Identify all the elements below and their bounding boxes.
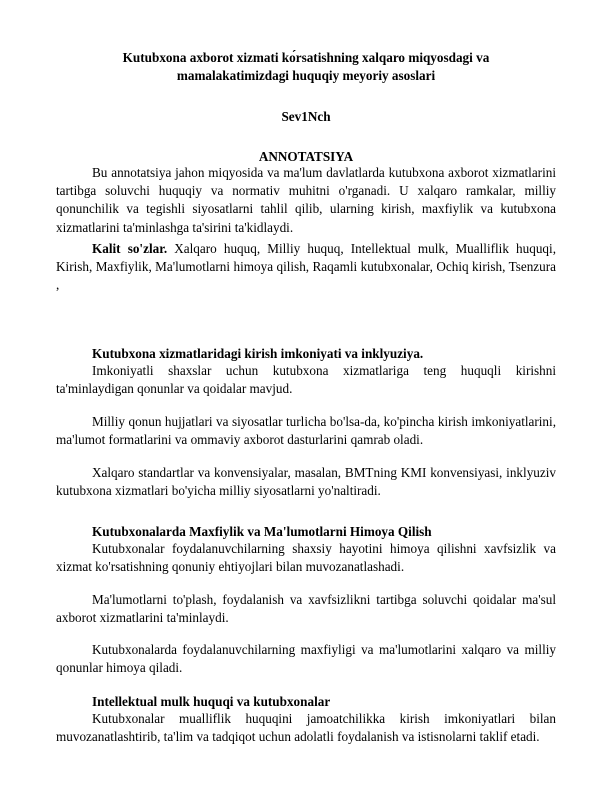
title-line-2: mamalakatimizdagi huquqiy meyoriy asoslari [176, 68, 436, 83]
section2-paragraph-3: Kutubxonalarda foydalanuvchilarning maxfiyligi va ma'lumotlarini xalqaro va milliy qonunlar himoya qiladi. [56, 642, 556, 676]
section3-paragraph-1: Kutubxonalar mualliflik huquqini jamoatchilikka kirish imkoniyatlari bilan muvozanatlashtirib, ta'lim va tadqiqot uchun adolatli foydalanish va istisnolarni taklif etadi. [56, 711, 556, 745]
keywords-label: Kalit so'zlar. [92, 241, 168, 256]
section1-paragraph-3: Xalqaro standartlar va konvensiyalar, masalan, BMTning KMI konvensiyasi, inklyuziv kutubxona xizmatlari bo'yicha milliy siyosatlarni yo'naltiradi. [56, 465, 556, 499]
title-line-1: Kutubxona axborot xizmati kо́rsatishning xalqaro miqyosdagi va [122, 50, 490, 65]
keywords-text: Xalqaro huquq, Milliy huquq, Intellektual mulk, Mualliflik huquqi, Kirish, Maxfiylik, Ma'lumotlarni himoya qilish, Raqamli kutubxonalar, Ochiq kirish, Tsenzura , [56, 241, 556, 293]
section1-paragraph-1: Imkoniyatli shaxslar uchun kutubxona xizmatlariga teng huquqli kirishni ta'minlaydigan qonunlar va qoidalar mavjud. [56, 363, 556, 397]
keywords-paragraph [56, 240, 556, 295]
section1-paragraph-2: Milliy qonun hujjatlari va siyosatlar turlicha bo'lsa-da, ko'pincha kirish imkoniyatlarini, ma'lumot formatlarini va ommaviy axborot dasturlarini qamrab oladi. [56, 414, 556, 448]
section-heading-intellectual-property: Intellektual mulk huquqi va kutubxonalar [92, 694, 331, 709]
document-title [56, 49, 556, 85]
author-name: Sev1Nch [281, 109, 331, 124]
section-heading-privacy: Kutubxonalarda Maxfiylik va Ma'lumotlarni Himoya Qilish [92, 524, 432, 539]
section2-paragraph-1: Kutubxonalar foydalanuvchilarning shaxsiy hayotini himoya qilishni xavfsizlik va xizmat ko'rsatishning qonuniy ehtiyojlari bilan muvozanatlashadi. [56, 541, 556, 575]
abstract-paragraph: Bu annotatsiya jahon miqyosida va ma'lum davlatlarda kutubxona axborot xizmatlarini tartibga soluvchi huquqiy va normativ muhitni o'rganadi. U xalqaro ramkalar, milliy qonunchilik va tegishli siyosatlarni tahlil qilib, ularning kirish, maxfiylik va kutubxona xizmatlarini ta'minlashga ta'sirini ta'kidlaydi. [56, 165, 556, 235]
section-heading-accessibility: Kutubxona xizmatlaridagi kirish imkoniyati va inklyuziya. [92, 346, 424, 361]
abstract-heading: ANNOTATSIYA [258, 149, 354, 164]
section2-paragraph-2: Ma'lumotlarni to'plash, foydalanish va xavfsizlikni tartibga soluvchi qoidalar ma'sul axborot xizmatlarini ta'minlaydi. [56, 592, 556, 626]
